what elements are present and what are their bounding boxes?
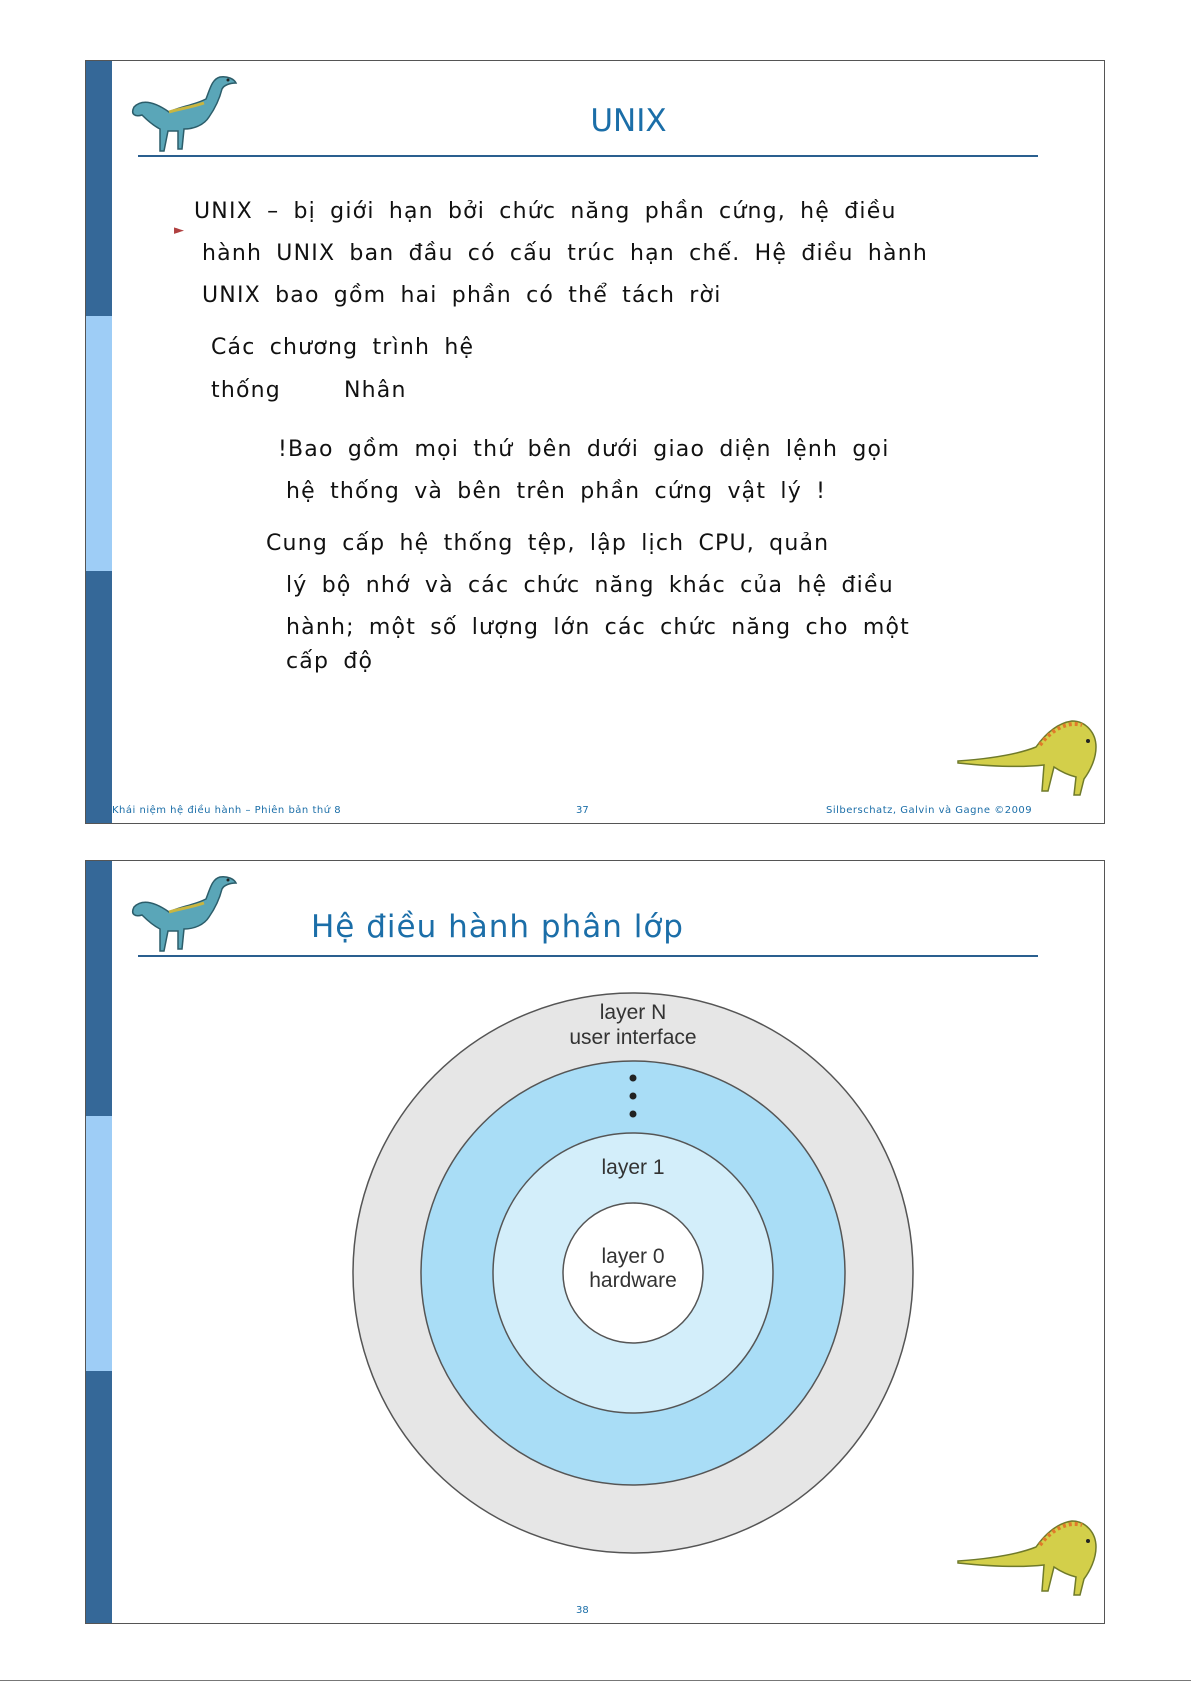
- slide-sidebar: [86, 861, 112, 1623]
- middle-layer-label: layer 1: [601, 1156, 665, 1179]
- inner-layer-label: layer 0: [601, 1245, 665, 1268]
- slide-title: UNIX: [590, 103, 667, 139]
- paragraph-line: UNIX bao gồm hai phần có thể tách rời: [202, 283, 722, 308]
- slide-layered-os: [85, 860, 1105, 1624]
- layer-diagram: [351, 991, 916, 1556]
- ellipsis-dot: [630, 1111, 637, 1118]
- part-system-programs: Các chương trình hệ: [211, 335, 475, 360]
- kernel-provides-line: lý bộ nhớ và các chức năng khác của hệ điều: [286, 573, 894, 598]
- part-kernel: Nhân: [344, 378, 407, 403]
- dinosaur-top-icon: [124, 867, 244, 957]
- slide-title: Hệ điều hành phân lớp: [311, 909, 684, 945]
- kernel-provides-line: Cung cấp hệ thống tệp, lập lịch CPU, quản: [266, 531, 830, 556]
- page-bottom-rule: [0, 1680, 1191, 1681]
- part-system-programs-cont: thống: [211, 378, 281, 403]
- paragraph-line: hành UNIX ban đầu có cấu trúc hạn chế. Hệ điều hành: [202, 241, 929, 266]
- title-divider: [138, 155, 1038, 157]
- paragraph-line: UNIX – bị giới hạn bởi chức năng phần cứng, hệ điều: [194, 199, 897, 224]
- dinosaur-bottom-icon: [956, 711, 1101, 799]
- dinosaur-bottom-icon: [956, 1511, 1101, 1599]
- kernel-desc-line: hệ thống và bên trên phần cứng vật lý !: [286, 479, 827, 504]
- page-number: 37: [576, 805, 589, 816]
- footer-course-title: Khái niệm hệ điều hành – Phiên bản thứ 8: [112, 805, 342, 816]
- slide-sidebar: [86, 61, 112, 823]
- kernel-provides-line: cấp độ: [286, 649, 374, 674]
- footer-authors: Silberschatz, Galvin và Gagne ©2009: [826, 805, 1033, 816]
- bullet-arrow-icon: ►: [174, 223, 184, 238]
- ellipsis-dot: [630, 1075, 637, 1082]
- kernel-desc-line: !Bao gồm mọi thứ bên dưới giao diện lệnh gọi: [278, 437, 890, 462]
- outer-layer-label: layer N: [599, 1001, 667, 1024]
- kernel-provides-line: hành; một số lượng lớn các chức năng cho một: [286, 615, 910, 640]
- slide-unix: [85, 60, 1105, 824]
- ellipsis-dot: [630, 1093, 637, 1100]
- inner-layer-sublabel: hardware: [589, 1269, 677, 1292]
- outer-layer-sublabel: user interface: [569, 1026, 697, 1049]
- page-number: 38: [576, 1605, 589, 1616]
- title-divider: [138, 955, 1038, 957]
